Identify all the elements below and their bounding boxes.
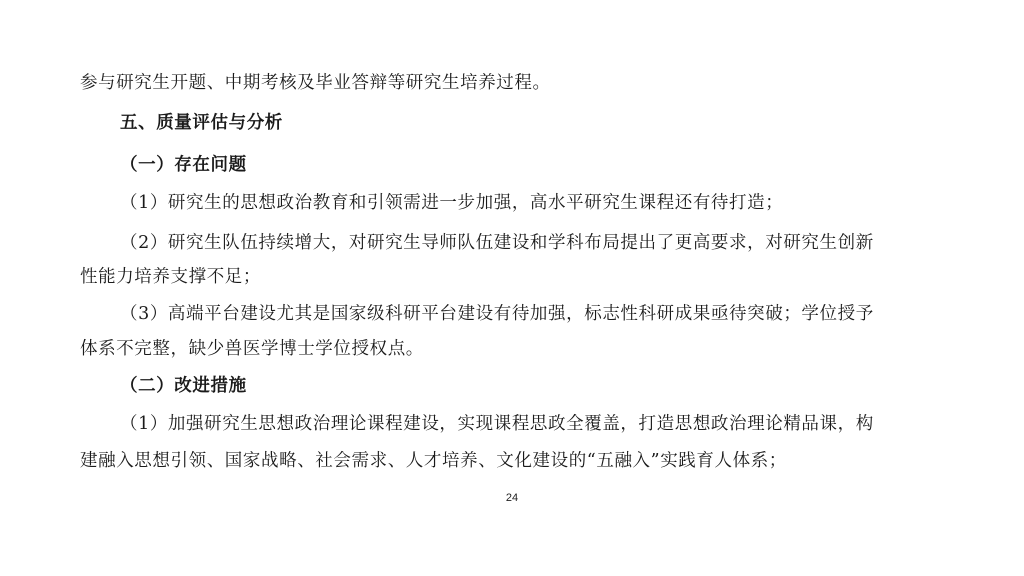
measure-item-1: （1）加强研究生思想政治理论课程建设，实现课程思政全覆盖，打造思想政治理论精品课，构: [120, 414, 874, 434]
measure-item-1-continuation: 建融入思想引领、国家战略、社会需求、人才培养、文化建设的“五融入”实践育人体系；: [80, 451, 787, 471]
issue-item-2-continuation: 性能力培养支撑不足；: [80, 267, 261, 287]
page-number: 24: [505, 492, 519, 504]
issue-item-1: （1）研究生的思想政治教育和引领需进一步加强，高水平研究生课程还有待打造；: [120, 193, 784, 213]
subsection-heading-measures: （二）改进措施: [120, 376, 247, 396]
paragraph-continuation: 参与研究生开题、中期考核及毕业答辩等研究生培养过程。: [80, 73, 551, 93]
issue-item-2: （2）研究生队伍持续增大，对研究生导师队伍建设和学科布局提出了更高要求，对研究生创新: [120, 233, 874, 253]
issue-item-3-continuation: 体系不完整，缺少兽医学博士学位授权点。: [80, 339, 424, 359]
section-heading: 五、质量评估与分析: [120, 113, 283, 133]
subsection-heading-issues: （一）存在问题: [120, 155, 247, 175]
issue-item-3: （3）高端平台建设尤其是国家级科研平台建设有待加强，标志性科研成果亟待突破；学位授予: [120, 304, 874, 324]
